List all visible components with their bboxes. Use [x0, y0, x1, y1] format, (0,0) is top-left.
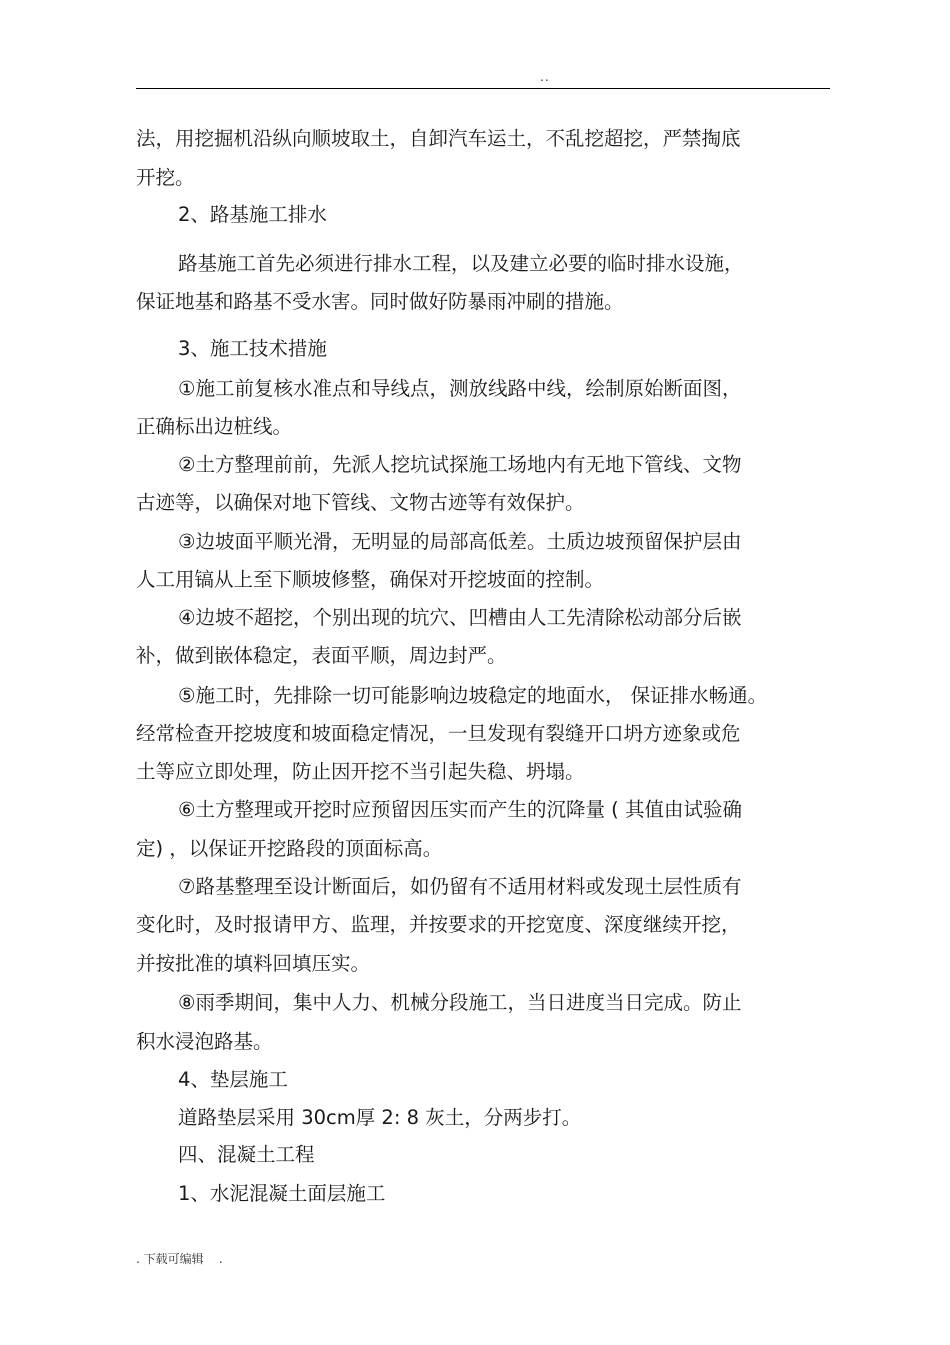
text-line: 积水浸泡路基。 [136, 1030, 273, 1053]
text-line: ④边坡不超挖，个别出现的坑穴、凹槽由人工先清除松动部分后嵌 [178, 606, 742, 629]
text-line: 路基施工首先必须进行排水工程，以及建立必要的临时排水设施， [178, 252, 744, 275]
text-line: 开挖。 [136, 166, 195, 189]
text-line: ⑥土方整理或开挖时应预留因压实而产生的沉降量 ( 其值由试验确 [178, 798, 742, 821]
text-line: 定) ，以保证开挖路段的顶面标高。 [136, 837, 443, 860]
text-line: 经常检查开挖坡度和坡面稳定情况，一旦发现有裂缝开口坍方迹象或危 [136, 722, 741, 745]
text-line: 土等应立即处理，防止因开挖不当引起失稳、坍塌。 [136, 760, 585, 783]
text-line: ①施工前复核水准点和导线点，测放线路中线，绘制原始断面图， [178, 377, 742, 400]
text-line: 变化时，及时报请甲方、监理，并按要求的开挖宽度、深度继续开挖， [136, 913, 741, 936]
text-line: 道路垫层采用 30cm厚 2: 8 灰土，分两步打。 [178, 1106, 582, 1129]
section-heading: 3、施工技术措施 [178, 337, 327, 360]
text-line: 人工用镐从上至下顺坡修整，确保对开挖坡面的控制。 [136, 568, 605, 591]
text-line: ⑦路基整理至设计断面后，如仍留有不适用材料或发现土层性质有 [178, 875, 742, 898]
footer-text: . 下载可编辑 . [136, 1252, 223, 1266]
text-line: 法，用挖掘机沿纵向顺坡取土，自卸汽车运土，不乱挖超挖，严禁掏底 [136, 127, 741, 150]
section-heading: 2、路基施工排水 [178, 203, 327, 226]
header-rule [136, 88, 830, 89]
section-heading: 4、垫层施工 [178, 1068, 288, 1091]
text-line: 补，做到嵌体稳定，表面平顺，周边封严。 [136, 644, 507, 667]
text-line: ③边坡面平顺光滑，无明显的局部高低差。土质边坡预留保护层由 [178, 530, 742, 553]
section-heading: 1、水泥混凝土面层施工 [178, 1182, 386, 1205]
text-line: ⑧雨季期间，集中人力、机械分段施工，当日进度当日完成。防止 [178, 991, 742, 1014]
text-line: ⑤施工时，先排除一切可能影响边坡稳定的地面水， 保证排水畅通。 [178, 684, 768, 707]
header-mark: .. [540, 70, 550, 84]
text-line: 并按批准的填料回填压实。 [136, 952, 371, 975]
text-line: ②土方整理前前，先派人挖坑试探施工场地内有无地下管线、文物 [178, 453, 742, 476]
section-heading: 四、混凝土工程 [178, 1143, 315, 1166]
text-line: 古迹等，以确保对地下管线、文物古迹等有效保护。 [136, 491, 585, 514]
text-line: 正确标出边桩线。 [136, 415, 293, 438]
text-line: 保证地基和路基不受水害。同时做好防暴雨冲刷的措施。 [136, 290, 624, 313]
